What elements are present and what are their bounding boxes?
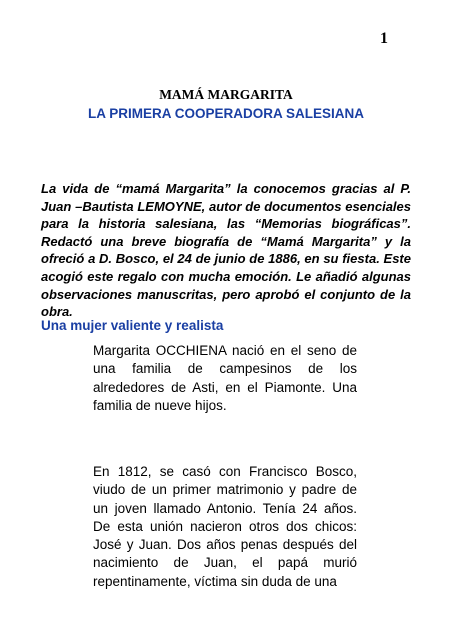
- intro-paragraph: La vida de “mamá Margarita” la conocemos gracias al P. Juan –Bautista LEMOYNE, autor de documentos esenciales para la historia salesiana, las “Memorias biográficas”. Redactó una breve biografía de “Mamá Margarita” y la ofreció a D. Bosco, el 24 de junio de 1886, en su fiesta. Este acogió este regalo con mucha emoción. Le añadió algunas observaciones manuscritas, pero aprobó el conjunto de la obra.: [41, 181, 411, 320]
- document-subtitle: LA PRIMERA COOPERADORA SALESIANA: [87, 106, 364, 121]
- page-number: 1: [380, 30, 388, 47]
- document-title: MAMÁ MARGARITA: [159, 87, 293, 102]
- body-paragraph: En 1812, se casó con Francisco Bosco, viudo de un primer matrimonio y padre de un joven llamado Antonio. Tenía 24 años. De esta unión nacieron otros dos chicos: José y Juan. Dos años penas después del nacimiento de Juan, el papá murió repentinamente, víctima sin duda de una: [93, 464, 357, 589]
- body-paragraph: Margarita OCCHIENA nació en el seno de una familia de campesinos de los alrededores de Asti, en el Piamonte. Una familia de nueve hijos.: [93, 343, 357, 413]
- section-heading: Una mujer valiente y realista: [41, 318, 224, 333]
